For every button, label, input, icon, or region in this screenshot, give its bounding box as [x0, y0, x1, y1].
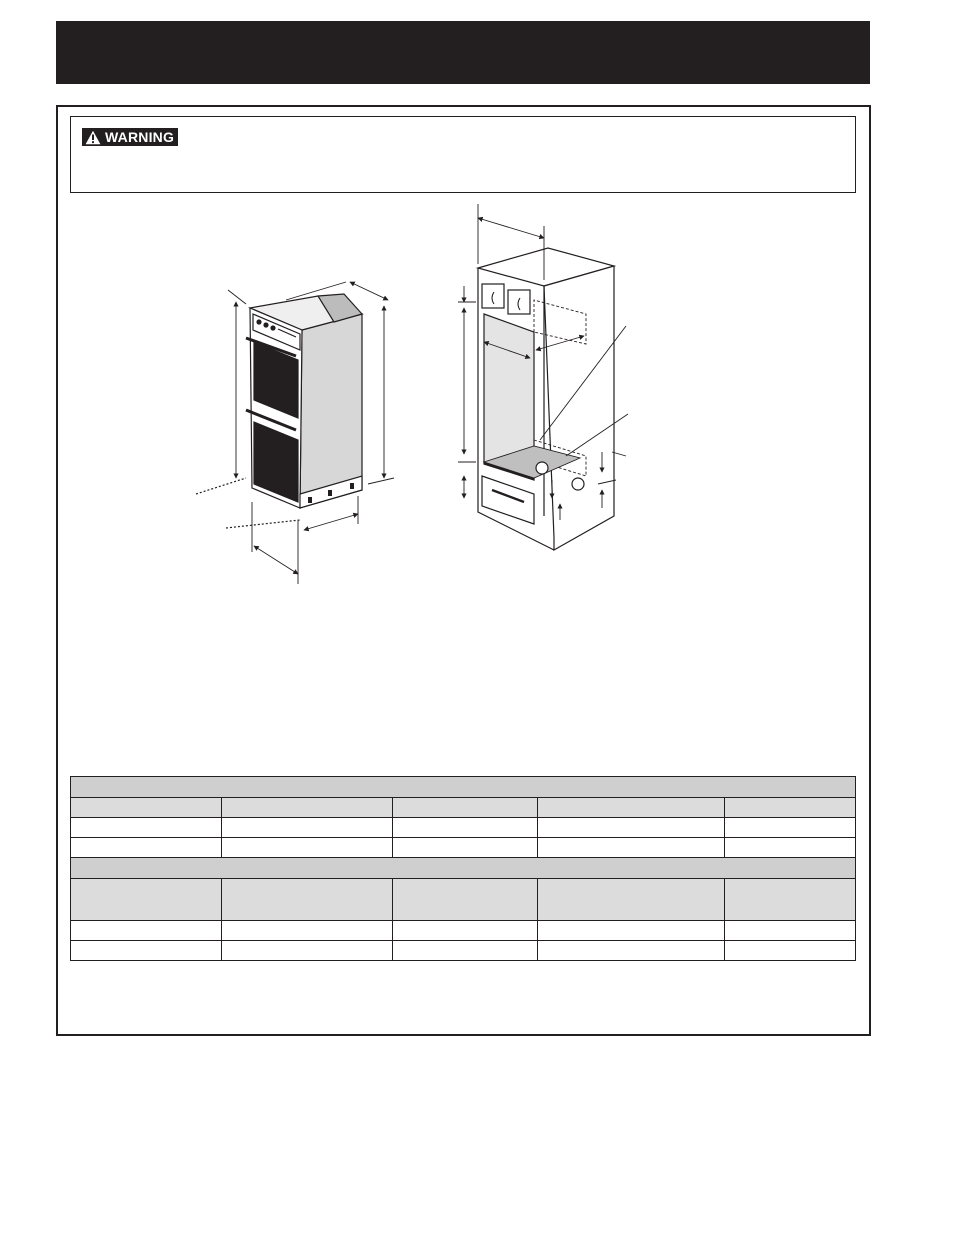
- table-section-title-row: [71, 777, 856, 798]
- table-header-row: [71, 879, 856, 921]
- cabinet-side: [544, 266, 614, 550]
- junction-box: [536, 462, 548, 474]
- table-header-cell: [393, 879, 538, 921]
- wall-oven-drawing: [196, 282, 394, 584]
- table-header-cell: [538, 879, 725, 921]
- lower-drawer: [482, 476, 534, 524]
- cabinet-drawing: [458, 204, 628, 550]
- warning-label: WARNING: [105, 129, 175, 145]
- upper-cabinet-door: [482, 284, 504, 308]
- warning-badge: [82, 128, 178, 146]
- table-row: [71, 921, 856, 941]
- table-header-cell: [71, 879, 222, 921]
- table-header-cell: [725, 879, 856, 921]
- table-header-cell: [725, 798, 856, 818]
- table-header-cell: [222, 879, 393, 921]
- control-knob: [271, 326, 275, 330]
- table-section-title-row: [71, 858, 856, 879]
- table-header-cell: [538, 798, 725, 818]
- control-knob: [257, 320, 261, 324]
- warning-triangle-icon: [85, 130, 101, 145]
- upper-cabinet-door: [508, 290, 530, 314]
- table-row: [71, 818, 856, 838]
- table-header-row: [71, 798, 856, 818]
- table-header-cell: [393, 798, 538, 818]
- specification-table: [70, 776, 856, 961]
- table-row: [71, 838, 856, 858]
- control-knob: [264, 323, 268, 327]
- warning-box: [70, 116, 856, 193]
- table-row: [71, 941, 856, 961]
- table-section-title: [71, 858, 856, 879]
- table-header-cell: [71, 798, 222, 818]
- table-section-title: [71, 777, 856, 798]
- table-header-cell: [222, 798, 393, 818]
- page-header-bar: [56, 21, 870, 84]
- installation-figure: [160, 195, 640, 590]
- junction-box: [572, 478, 584, 490]
